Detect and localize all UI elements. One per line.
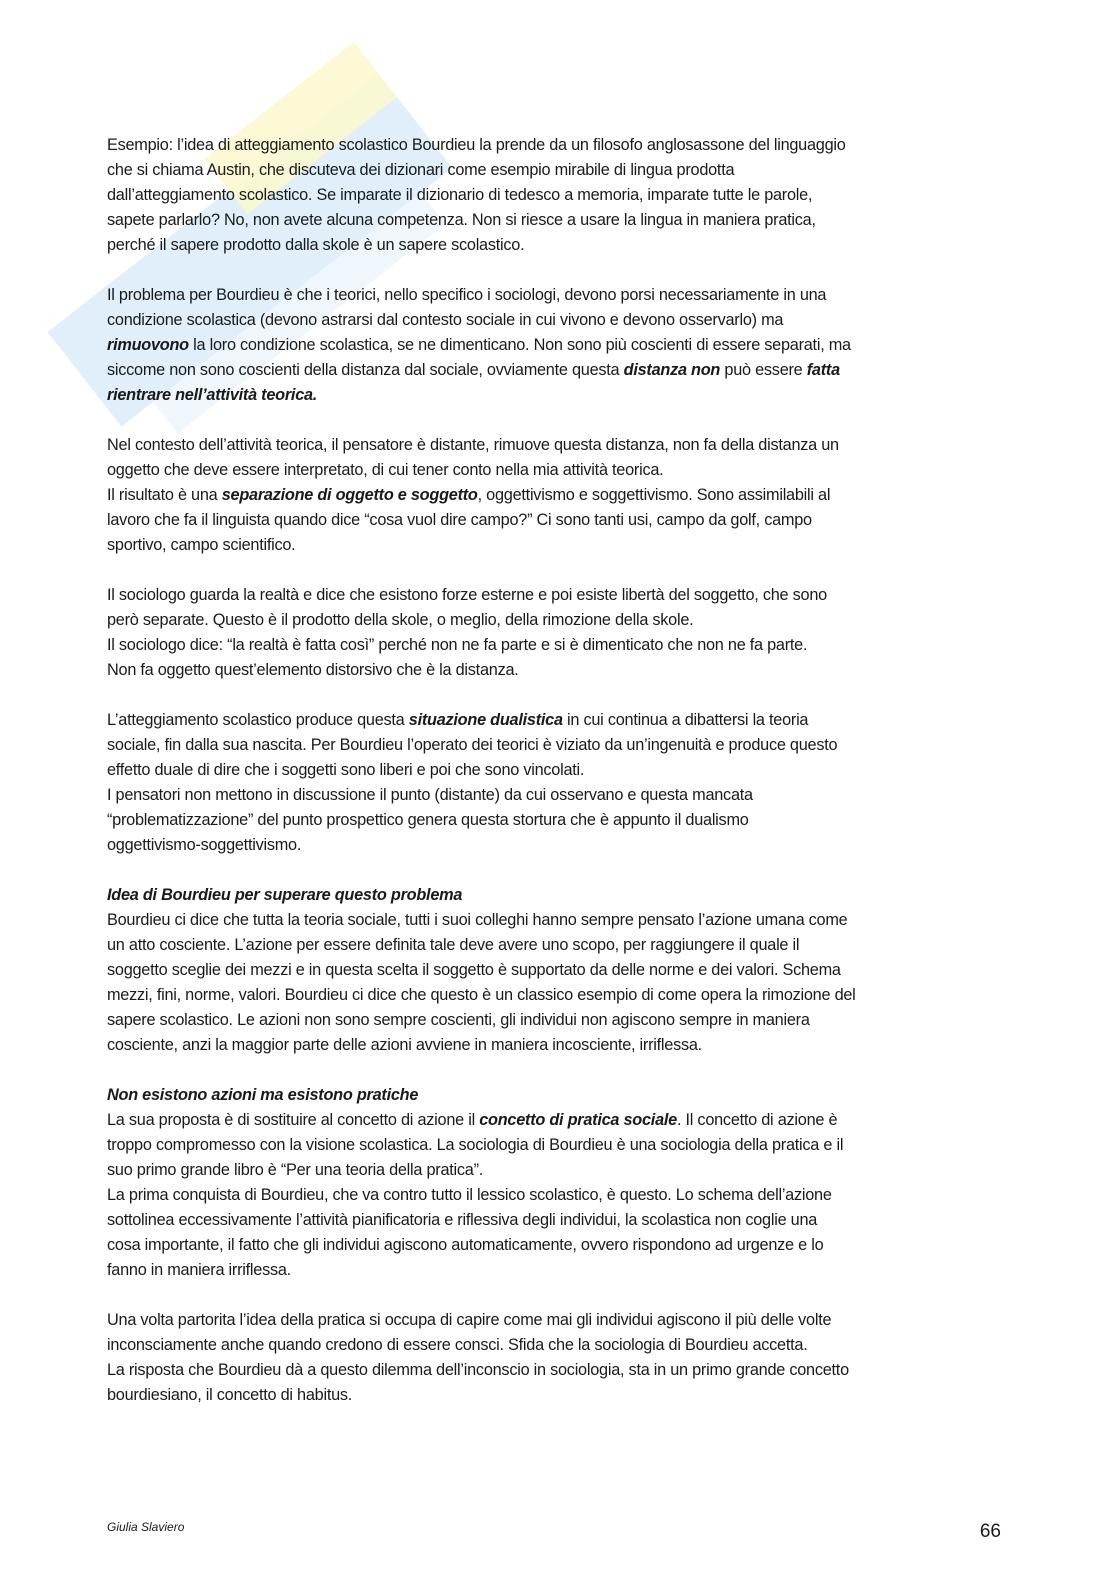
text-line bbox=[107, 1008, 1007, 1033]
text-run: però separate. Questo è il prodotto della skole, o meglio, della rimozione della skole. bbox=[107, 611, 694, 629]
text-run: troppo compromesso con la visione scolastica. La sociologia di Bourdieu è una sociologia della pratica e il bbox=[107, 1136, 844, 1154]
text-line bbox=[107, 1083, 1007, 1108]
emphasis-text: fatta bbox=[806, 361, 840, 379]
text-run: lavoro che fa il linguista quando dice “cosa vuol dire campo?” Ci sono tanti usi, campo da golf, campo bbox=[107, 511, 812, 529]
text-run: cosciente, anzi la maggior parte delle azioni avviene in maniera incosciente, irriflessa. bbox=[107, 1036, 702, 1054]
text-line bbox=[107, 633, 1007, 658]
text-run: Il sociologo dice: “la realtà è fatta così” perché non ne fa parte e si è dimenticato che non ne fa parte. bbox=[107, 636, 808, 654]
text-line bbox=[107, 1158, 1007, 1183]
text-run: “problematizzazione” del punto prospettico genera questa stortura che è appunto il dualismo bbox=[107, 811, 749, 829]
text-line bbox=[107, 833, 1007, 858]
text-run: che si chiama Austin, che discuteva dei dizionari come esempio mirabile di lingua prodotta bbox=[107, 161, 735, 179]
text-run: condizione scolastica (devono astrarsi dal contesto sociale in cui vivono e devono osservarlo) ma bbox=[107, 311, 784, 329]
text-run: La sua proposta è di sostituire al concetto di azione il bbox=[107, 1111, 480, 1129]
text-run: mezzi, fini, norme, valori. Bourdieu ci dice che questo è un classico esempio di come opera la rimozione del bbox=[107, 986, 856, 1004]
text-run: La prima conquista di Bourdieu, che va contro tutto il lessico scolastico, è questo. Lo schema dell’azione bbox=[107, 1186, 832, 1204]
text-line bbox=[107, 733, 1007, 758]
text-run: fanno in maniera irriflessa. bbox=[107, 1261, 291, 1279]
text-line bbox=[107, 933, 1007, 958]
text-run: sapere scolastico. Le azioni non sono sempre coscienti, gli individui non agiscono sempre in maniera bbox=[107, 1011, 810, 1029]
text-line bbox=[107, 1333, 1007, 1358]
text-line bbox=[107, 183, 1007, 208]
text-run: Esempio: l’idea di atteggiamento scolastico Bourdieu la prende da un filosofo anglosassone del linguaggio bbox=[107, 136, 846, 154]
page-number: 66 bbox=[979, 1521, 1001, 1542]
text-run: siccome non sono coscienti della distanza dal sociale, ovviamente questa bbox=[107, 361, 624, 379]
text-run: bourdiesiano, il concetto di habitus. bbox=[107, 1386, 353, 1404]
document-body bbox=[107, 133, 1007, 1408]
text-run: , oggettivismo e soggettivismo. Sono assimilabili al bbox=[477, 486, 831, 504]
text-run: I pensatori non mettono in discussione il punto (distante) da cui osservano e questa mancata bbox=[107, 786, 753, 804]
emphasis-text: Non esistono azioni ma esistono pratiche bbox=[107, 1086, 419, 1104]
emphasis-text: separazione di oggetto e soggetto bbox=[221, 486, 478, 504]
text-line bbox=[107, 608, 1007, 633]
text-run: inconsciamente anche quando credono di essere consci. Sfida che la sociologia di Bourdieu accetta. bbox=[107, 1336, 808, 1354]
text-run: sottolinea eccessivamente l’attività pianificatoria e riflessiva degli individui, la scolastica non coglie una bbox=[107, 1211, 818, 1229]
emphasis-text: situazione dualistica bbox=[408, 711, 563, 729]
text-run: Il risultato è una bbox=[107, 486, 222, 504]
text-line bbox=[107, 983, 1007, 1008]
text-line bbox=[107, 458, 1007, 483]
text-run: in cui continua a dibattersi la teoria bbox=[562, 711, 809, 729]
text-line bbox=[107, 508, 1007, 533]
text-run: sportivo, campo scientifico. bbox=[107, 536, 296, 554]
text-line bbox=[107, 1308, 1007, 1333]
text-line bbox=[107, 1383, 1007, 1408]
text-run: sapete parlarlo? No, non avete alcuna competenza. Non si riesce a usare la lingua in maniera pratica, bbox=[107, 211, 816, 229]
text-line bbox=[107, 758, 1007, 783]
text-run: La risposta che Bourdieu dà a questo dilemma dell’inconscio in sociologia, sta in un primo grande concetto bbox=[107, 1361, 849, 1379]
text-line bbox=[107, 533, 1007, 558]
emphasis-text: rimuovono bbox=[107, 336, 189, 354]
text-line bbox=[107, 158, 1007, 183]
text-line bbox=[107, 433, 1007, 458]
text-run: cosa importante, il fatto che gli individui agiscono automaticamente, ovvero rispondono ad urgenze e lo bbox=[107, 1236, 824, 1254]
text-run: . Il concetto di azione è bbox=[676, 1111, 838, 1129]
text-line bbox=[107, 233, 1007, 258]
text-line bbox=[107, 783, 1007, 808]
blank-line bbox=[107, 683, 1007, 708]
blank-line bbox=[107, 558, 1007, 583]
blank-line bbox=[107, 1283, 1007, 1308]
text-line bbox=[107, 883, 1007, 908]
blank-line bbox=[107, 858, 1007, 883]
text-line bbox=[107, 1233, 1007, 1258]
text-line bbox=[107, 208, 1007, 233]
text-line bbox=[107, 358, 1007, 383]
text-line bbox=[107, 958, 1007, 983]
text-run: Nel contesto dell’attività teorica, il pensatore è distante, rimuove questa distanza, non fa della distanza un bbox=[107, 436, 839, 454]
text-run: Il problema per Bourdieu è che i teorici, nello specifico i sociologi, devono porsi necessariamente in una bbox=[107, 286, 827, 304]
emphasis-text: distanza non bbox=[623, 361, 721, 379]
text-line bbox=[107, 1033, 1007, 1058]
emphasis-text: concetto di pratica sociale bbox=[479, 1111, 677, 1129]
text-line bbox=[107, 908, 1007, 933]
text-line bbox=[107, 1208, 1007, 1233]
text-run: può essere bbox=[720, 361, 807, 379]
text-line bbox=[107, 808, 1007, 833]
blank-line bbox=[107, 408, 1007, 433]
text-run: la loro condizione scolastica, se ne dimenticano. Non sono più coscienti di essere separati, ma bbox=[188, 336, 851, 354]
text-run: Non fa oggetto quest’elemento distorsivo che è la distanza. bbox=[107, 661, 519, 679]
text-line bbox=[107, 1133, 1007, 1158]
text-line bbox=[107, 658, 1007, 683]
text-line bbox=[107, 1108, 1007, 1133]
text-run: un atto cosciente. L’azione per essere definita tale deve avere uno scopo, per raggiungere il quale il bbox=[107, 936, 800, 954]
text-run: L’atteggiamento scolastico produce questa bbox=[107, 711, 409, 729]
text-run: effetto duale di dire che i soggetti sono liberi e poi che sono vincolati. bbox=[107, 761, 585, 779]
footer-author: Giulia Slaviero bbox=[107, 1520, 185, 1534]
text-line bbox=[107, 133, 1007, 158]
text-run: perché il sapere prodotto dalla skole è un sapere scolastico. bbox=[107, 236, 525, 254]
text-run: suo primo grande libro è “Per una teoria della pratica”. bbox=[107, 1161, 484, 1179]
emphasis-text: rientrare nell’attività teorica. bbox=[107, 386, 318, 404]
text-run: oggettivismo-soggettivismo. bbox=[107, 836, 302, 854]
text-line bbox=[107, 1358, 1007, 1383]
blank-line bbox=[107, 1058, 1007, 1083]
text-line bbox=[107, 383, 1007, 408]
text-run: sociale, fin dalla sua nascita. Per Bourdieu l’operato dei teorici è viziato da un’ingenuità e produce questo bbox=[107, 736, 838, 754]
text-run: Una volta partorita l’idea della pratica si occupa di capire come mai gli individui agiscono il più delle volte bbox=[107, 1311, 832, 1329]
text-run: Il sociologo guarda la realtà e dice che esistono forze esterne e poi esiste libertà del soggetto, che sono bbox=[107, 586, 827, 604]
text-line bbox=[107, 283, 1007, 308]
text-line bbox=[107, 483, 1007, 508]
emphasis-text: Idea di Bourdieu per superare questo problema bbox=[107, 886, 463, 904]
text-run: Bourdieu ci dice che tutta la teoria sociale, tutti i suoi colleghi hanno sempre pensato l’azione umana come bbox=[107, 911, 848, 929]
text-line bbox=[107, 583, 1007, 608]
text-run: dall’atteggiamento scolastico. Se imparate il dizionario di tedesco a memoria, imparate tutte le parole, bbox=[107, 186, 813, 204]
text-line bbox=[107, 708, 1007, 733]
text-run: oggetto che deve essere interpretato, di cui tener conto nella mia attività teorica. bbox=[107, 461, 664, 479]
blank-line bbox=[107, 258, 1007, 283]
text-line bbox=[107, 333, 1007, 358]
text-line bbox=[107, 308, 1007, 333]
text-line bbox=[107, 1258, 1007, 1283]
text-run: soggetto sceglie dei mezzi e in questa scelta il soggetto è supportato da delle norme e dei valori. Schema bbox=[107, 961, 841, 979]
text-line bbox=[107, 1183, 1007, 1208]
